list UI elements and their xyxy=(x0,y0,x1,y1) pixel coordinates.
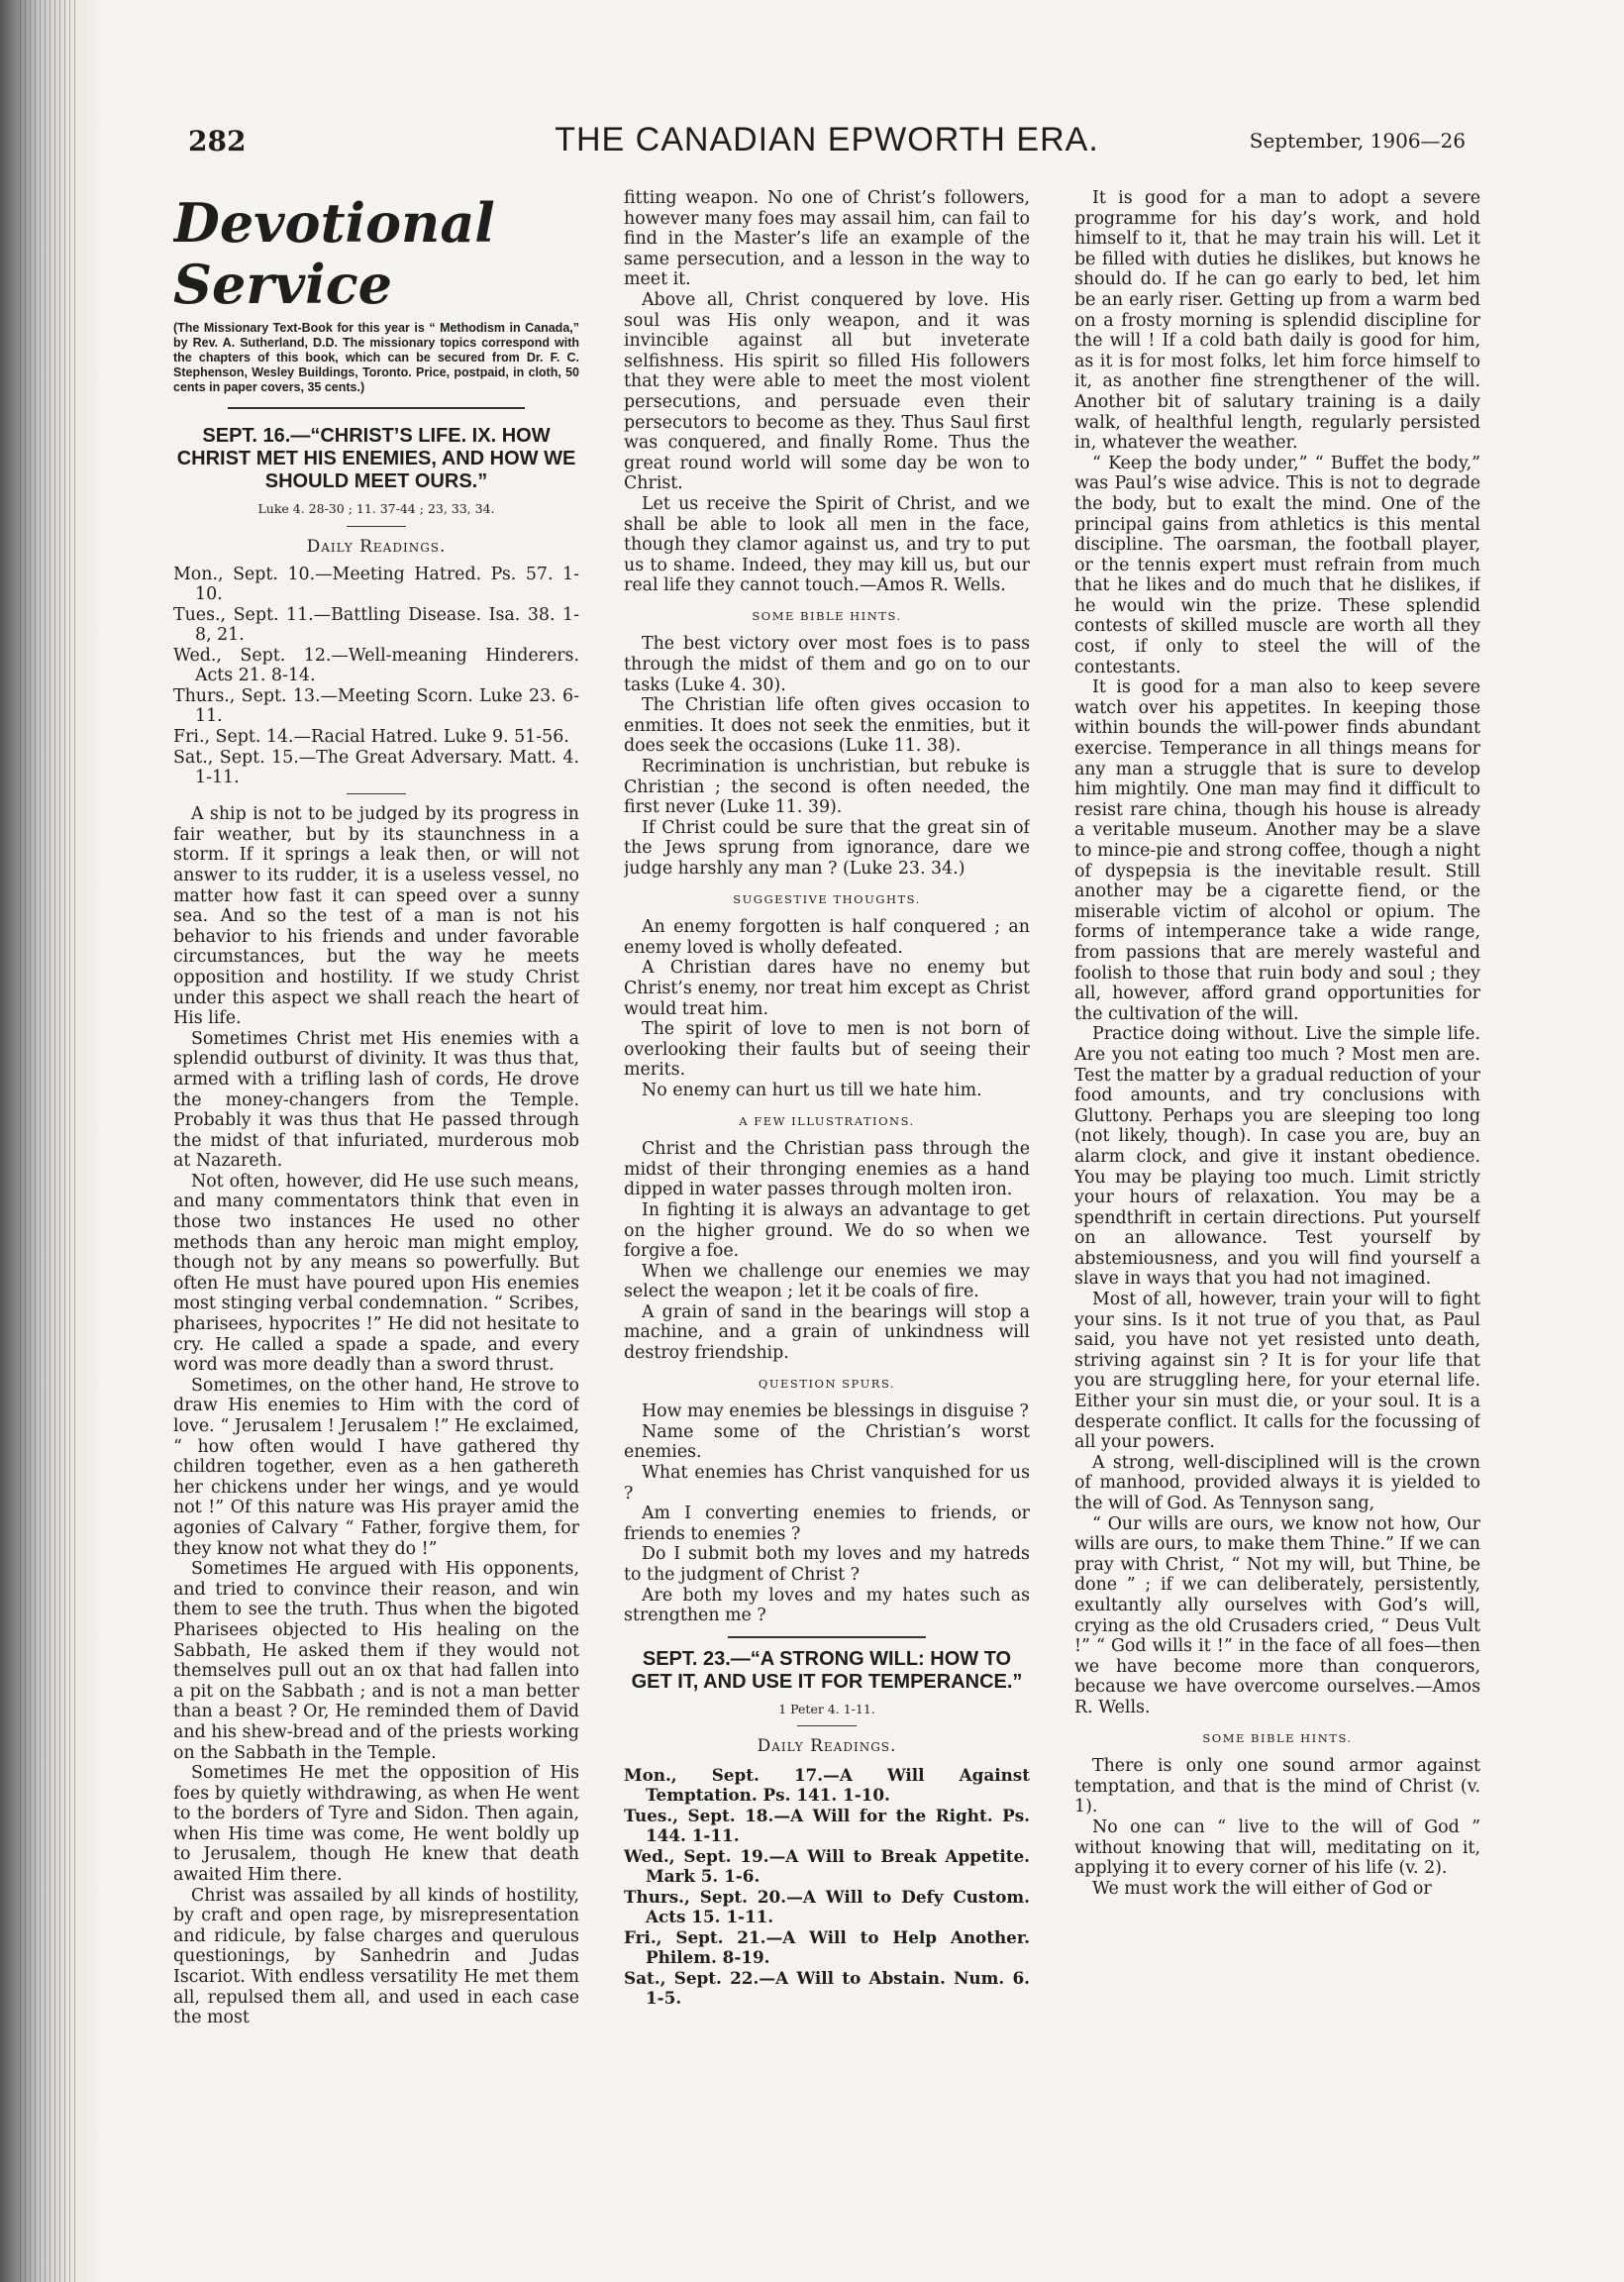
paragraph: Let us receive the Spirit of Christ, and we shall be able to look all men in the face, though they clamor against us, and try to put us to shame. Indeed, they may kill us, but our real life they cannot touch.—Amos R. Wells. xyxy=(624,493,1030,596)
column-3 xyxy=(1074,188,1480,2248)
section-title: Devotional Service xyxy=(173,191,495,316)
reading-item: Mon., Sept. 17.—A Will Against Temptation. Ps. 141. 1-10. xyxy=(624,1764,1030,1805)
paragraph: No enemy can hurt us till we hate him. xyxy=(642,1080,982,1100)
lesson1-title: SEPT. 16.—“CHRIST’S LIFE. IX. HOW CHRIST MET HIS ENEMIES, AND HOW WE SHOULD MEET OURS.” xyxy=(176,425,576,492)
paragraph: Do I submit both my loves and my hatreds to the judgment of Christ ? xyxy=(624,1544,1030,1585)
reading-item: Wed., Sept. 19.—A Will to Break Appetite. Mark 5. 1-6. xyxy=(624,1845,1030,1886)
lesson1-illustrations xyxy=(624,1139,1030,1364)
lesson2-readings-heading: Daily Readings. xyxy=(757,1736,897,1757)
paragraph: In fighting it is always an advantage to get on the higher ground. We do so when we forgive a foe. xyxy=(624,1199,1030,1262)
paragraph: No one can “ live to the will of God ” without knowing that will, meditating on it, applying it to every corner of his life (v. 2). xyxy=(1074,1816,1480,1879)
column-2 xyxy=(624,188,1030,2248)
paragraph: Sometimes Christ met His enemies with a splendid outburst of divinity. It was thus that, armed with a trifling lash of cords, He drove the money-changers from the Temple. Probably it was thus that He passed through the midst of that infuriated, murderous mob at Nazareth. xyxy=(173,1028,579,1172)
lesson2-scripture: 1 Peter 4. 1-11. xyxy=(778,1701,875,1716)
reading-item: Sat., Sept. 15.—The Great Adversary. Matt. 4. 1-11. xyxy=(173,748,579,788)
divider xyxy=(347,526,406,527)
paragraph: When we challenge our enemies we may select the weapon ; let it be coals of fire. xyxy=(624,1261,1030,1302)
reading-item: Sat., Sept. 22.—A Will to Abstain. Num. 6. 1-5. xyxy=(624,1967,1030,2008)
paragraph: Sometimes He argued with His opponents, and tried to convince their reason, and win them to see the truth. Thus when the bigoted Pharisees objected to His healing on the Sabbath, He asked them if they would not themselves pull out an ox that had fallen into a pit on the Sabbath ; and is not a man better than a beast ? Or, He reminded them of David and his shew-bread and of the priests working on the Sabbath in the Temple. xyxy=(173,1559,579,1763)
paragraph: We must work the will either of God or xyxy=(1092,1878,1432,1899)
paragraph: The spirit of love to men is not born of overlooking their faults but of seeing their merits. xyxy=(624,1019,1030,1081)
paragraph: Recrimination is unchristian, but rebuke is Christian ; the second is often needed, the first never (Luke 11. 39). xyxy=(624,757,1030,818)
paragraph: fitting weapon. No one of Christ’s followers, however many foes may assail him, can fail to find in the Master’s life an example of the same persecution, and a lesson in the way to meet it. xyxy=(624,188,1030,290)
lesson2-readings xyxy=(624,1765,1030,2008)
divider xyxy=(347,793,406,794)
paragraph: Sometimes He met the opposition of His foes by quietly withdrawing, as when He went to the borders of Tyre and Sidon. Then again, when His time was come, He went boldly up to Jerusalem, though He knew that death awaited Him there. xyxy=(173,1763,579,1886)
lesson1-thoughts-heading: SUGGESTIVE THOUGHTS. xyxy=(733,891,921,906)
paragraph: Above all, Christ conquered by love. His soul was His only weapon, and it was invincible against all but inveterate selfishness. His spirit so filled His followers that they were able to meet the most violent persecutions, and persuade even their persecutors to become as they. Thus Saul first was conquered, and finally Rome. Thus the great round world will some day be won to Christ. xyxy=(624,289,1030,494)
column-1 xyxy=(173,188,579,2248)
paragraph: A grain of sand in the bearings will stop a machine, and a grain of unkindness will destroy friendship. xyxy=(624,1301,1030,1364)
divider xyxy=(228,407,525,409)
paragraph: There is only one sound armor against temptation, and that is the mind of Christ (v. 1). xyxy=(1074,1756,1480,1817)
paragraph: Christ was assailed by all kinds of hostility, by craft and open rage, by misrepresentation and ridicule, by false charges and querulous questionings, by Sanhedrin and Judas Iscariot. With endless versatility He met them all, repulsed them all, and used in each case the most xyxy=(173,1885,579,2028)
issue-date: September, 1906—26 xyxy=(1249,129,1466,153)
reading-item: Fri., Sept. 14.—Racial Hatred. Luke 9. 51-56. xyxy=(173,727,569,748)
lesson2-hints-heading: SOME BIBLE HINTS. xyxy=(1202,1730,1353,1745)
page-number: 282 xyxy=(188,125,247,157)
lesson1-readings xyxy=(173,565,579,787)
lesson1-questions-heading: QUESTION SPURS. xyxy=(758,1376,896,1391)
journal-title: THE CANADIAN EPWORTH ERA. xyxy=(555,121,1099,158)
lesson1-body xyxy=(173,804,579,2028)
paragraph: The Christian life often gives occasion to enmities. It does not seek the enmities, but it does seek the occasions (Luke 11. 38). xyxy=(624,695,1030,757)
lesson1-body-continued xyxy=(624,188,1030,596)
reading-item: Thurs., Sept. 20.—A Will to Defy Custom. Acts 15. 1-11. xyxy=(624,1886,1030,1926)
reading-item: Tues., Sept. 18.—A Will for the Right. Ps. 144. 1-11. xyxy=(624,1805,1030,1845)
paragraph: A ship is not to be judged by its progress in fair weather, but by its staunchness in a storm. If it springs a leak then, or will not answer to its rudder, it is a useless vessel, no matter how fast it can speed over a sunny sea. And so the test of a man is not his behavior to his friends and under favorable circumstances, but the way he meets opposition and hostility. If we study Christ under this aspect we shall reach the heart of His life. xyxy=(173,804,579,1029)
paragraph: A strong, well-disciplined will is the crown of manhood, provided always it is yielded to the will of God. As Tennyson sang, xyxy=(1074,1452,1480,1513)
lesson1-questions xyxy=(624,1401,1030,1626)
page-header xyxy=(188,121,1466,170)
reading-item: Wed., Sept. 12.—Well-meaning Hinderers. Acts 21. 8-14. xyxy=(173,646,579,686)
lesson1-readings-heading: Daily Readings. xyxy=(306,536,447,557)
paragraph: “ Our wills are ours, we know not how, Our wills are ours, to make them Thine.” If we can pray with Christ, “ Not my will, but Thine, be done ” ; if we can deliberately, persistently, exultantly ally ourselves with God’s will, crying as the old Crusaders cried, “ Deus Vult !” “ God wills it !” in the face of all foes—then we have become more than conquerors, because we have overcome ourselves.—Amos R. Wells. xyxy=(1074,1513,1480,1717)
paragraph: An enemy forgotten is half conquered ; an enemy loved is wholly defeated. xyxy=(624,917,1030,958)
paragraph: Am I converting enemies to friends, or friends to enemies ? xyxy=(624,1504,1030,1544)
paragraph: A Christian dares have no enemy but Christ’s enemy, nor treat him except as Christ would treat him. xyxy=(624,958,1030,1019)
paragraph: The best victory over most foes is to pass through the midst of them and go on to our tasks (Luke 4. 30). xyxy=(624,634,1030,695)
paragraph: Practice doing without. Live the simple life. Are you not eating too much ? Most men are. Test the matter by a gradual reduction of your food amounts, and try conclusions with Gluttony. Perhaps you are sleeping too long (not likely, though). In case you are, buy an alarm clock, and give it instant obedience. You may be playing too much. Limit strictly your hours of relaxation. You may be a spendthrift in certain directions. Put yourself on an allowance. Test yourself by abstemiousness, and you will find yourself a slave in ways that you had not imagined. xyxy=(1074,1024,1480,1290)
lesson1-illustrations-heading: A FEW ILLUSTRATIONS. xyxy=(739,1113,915,1128)
paragraph: Name some of the Christian’s worst enemies. xyxy=(624,1421,1030,1463)
lesson1-scripture: Luke 4. 28-30 ; 11. 37-44 ; 23, 33, 34. xyxy=(257,501,495,516)
paragraph: Christ and the Christian pass through the midst of their thronging enemies as a hand dipped in water passes through molten iron. xyxy=(624,1139,1030,1200)
paragraph: Not often, however, did He use such means, and many commentators think that even in those two instances He used no other methods than any heroic man might employ, though not by any means so powerfully. But often He must have poured upon His enemies most stinging verbal condemnation. “ Scribes, pharisees, hypocrites !” He did not hesitate to cry. He called a spade a spade, and every word was more deadly than a sword thrust. xyxy=(173,1171,579,1376)
paragraph: Most of all, however, train your will to fight your sins. Is it not true of you that, as Paul said, you have not yet resisted unto death, striving against sin ? It is for your life that you are struggling here, for your eternal life. Either your sin must die, or your soul. It is a desperate conflict. It calls for the focussing of all your powers. xyxy=(1074,1290,1480,1453)
section-note: (The Missionary Text-Book for this year is “ Methodism in Canada,” by Rev. A. Sutherland, D.D. The missionary topics correspond with the chapters of this book, which can be secured from Dr. F. C. Stephenson, Wesley Buildings, Toronto. Price, postpaid, in cloth, 50 cents in paper covers, 35 cents.) xyxy=(173,321,579,394)
paragraph: If Christ could be sure that the great sin of the Jews sprung from ignorance, dare we judge harshly any man ? (Luke 23. 34.) xyxy=(624,817,1030,879)
divider xyxy=(728,1636,926,1638)
lesson2-hints xyxy=(1074,1756,1480,1899)
paragraph: What enemies has Christ vanquished for us ? xyxy=(624,1463,1030,1504)
lesson1-hints xyxy=(624,634,1030,879)
lesson1-thoughts xyxy=(624,917,1030,1100)
lesson2-body xyxy=(1074,188,1480,1718)
paragraph: Are both my loves and my hates such as strengthen me ? xyxy=(624,1585,1030,1626)
reading-item: Tues., Sept. 11.—Battling Disease. Isa. 38. 1-8, 21. xyxy=(173,605,579,646)
reading-item: Thurs., Sept. 13.—Meeting Scorn. Luke 23. 6-11. xyxy=(173,686,579,727)
book-spine xyxy=(0,0,99,2282)
lesson1-hints-heading: SOME BIBLE HINTS. xyxy=(752,608,902,623)
reading-item: Mon., Sept. 10.—Meeting Hatred. Ps. 57. 1-10. xyxy=(173,565,579,605)
divider xyxy=(797,1725,857,1726)
paragraph: It is good for a man to adopt a severe programme for his day’s work, and hold himself to it, that he may train his will. Let it be filled with duties he dislikes, but knows he should do. If he can go early to bed, let him be an early riser. Getting up from a warm bed on a frosty morning is splendid discipline for the will ! If a cold bath daily is good for him, as it is for most folks, let him force himself to it, as another fine strengthener of the will. Another bit of salutary training is a daily walk, of healthful length, regularly persisted in, whatever the weather. xyxy=(1074,188,1480,454)
paragraph: How may enemies be blessings in disguise ? xyxy=(642,1401,1029,1422)
reading-item: Fri., Sept. 21.—A Will to Help Another. Philem. 8-19. xyxy=(624,1926,1030,1967)
paragraph: It is good for a man also to keep severe watch over his appetites. In keeping those within bounds the will-power finds abundant exercise. Temperance in all things means for any man a struggle that is sure to develop him mightily. One man may find it difficult to resist rare china, though his house is already a veritable museum. Another may be a slave to mince-pie and strong coffee, though a night of dyspepsia is the inevitable result. Still another may be a cigarette fiend, or the miserable victim of alcohol or opium. The forms of intemperance take a wide range, from passions that are merely wasteful and foolish to those that ruin body and soul ; they all, however, afford grand opportunities for the cultivation of the will. xyxy=(1074,677,1480,1024)
paragraph: “ Keep the body under,” “ Buffet the body,” was Paul’s wise advice. This is not to degrade the body, but to exalt the mind. One of the principal gains from athletics is this mental discipline. The oarsman, the football player, or the tennis expert must refrain from much that he likes and do much that he dislikes, if he would win the prize. These splendid contests of skilled muscle are worth all they cost, if only to steel the will of the contestants. xyxy=(1074,453,1480,677)
paragraph: Sometimes, on the other hand, He strove to draw His enemies to Him with the cord of love. “ Jerusalem ! Jerusalem !” He exclaimed, “ how often would I have gathered thy children together, even as a hen gathereth her chickens under her wings, and ye would not !” Of this nature was His prayer amid the agonies of Calvary “ Father, forgive them, for they know not what they do !” xyxy=(173,1375,579,1559)
page-edges xyxy=(20,0,79,2282)
lesson2-title: SEPT. 23.—“A STRONG WILL: HOW TO GET IT, AND USE IT FOR TEMPERANCE.” xyxy=(631,1647,1023,1693)
